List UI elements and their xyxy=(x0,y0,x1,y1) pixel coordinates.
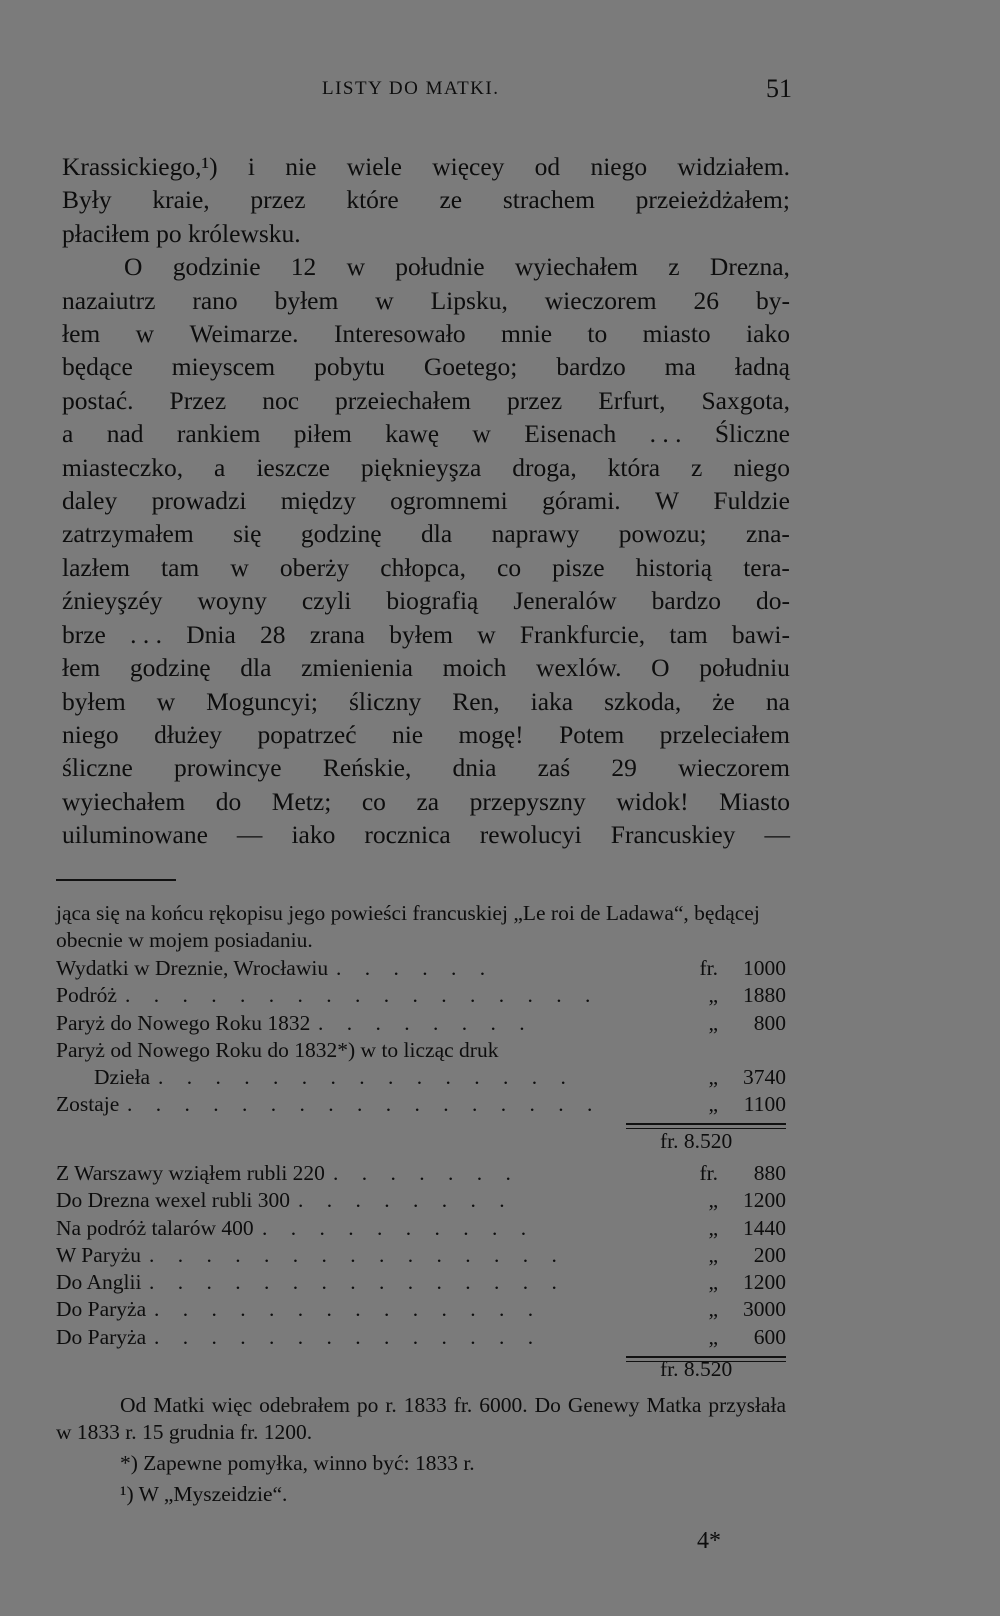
ledger-amount: 1440 xyxy=(743,1215,786,1240)
text-line xyxy=(62,685,790,718)
text-word: Moguncyi; xyxy=(206,686,319,716)
expenses-ledger xyxy=(56,956,786,1120)
text-line xyxy=(62,785,790,818)
ledger-row xyxy=(56,1243,786,1270)
text-word: niego xyxy=(590,152,648,181)
text-word: w xyxy=(472,419,491,449)
total-income: fr. 8.520 xyxy=(660,1357,733,1381)
ledger-leader-dots: . . . . . . . . . . . . . . . xyxy=(149,1270,566,1295)
ledger-leader-dots: . . . . . . . . . . . . . . . xyxy=(158,1065,575,1090)
text-word: przez xyxy=(506,385,563,415)
text-word: Miasto xyxy=(719,786,790,816)
ledger-row xyxy=(56,1065,786,1092)
text-word: z xyxy=(668,252,680,282)
text-word: rano xyxy=(192,285,238,315)
text-word: Saxgota, xyxy=(701,385,790,415)
ledger-amount: 1200 xyxy=(743,1188,786,1213)
text-word: nie xyxy=(285,152,317,181)
text-line xyxy=(62,517,790,550)
text-word: która xyxy=(607,452,661,482)
ledger-amount: 3000 xyxy=(743,1297,786,1322)
text-word: tam xyxy=(669,619,708,649)
text-word: widok! xyxy=(616,786,689,816)
text-word: do xyxy=(215,786,242,816)
text-word: pięknieyşza xyxy=(360,452,482,482)
text-word: dla xyxy=(421,519,453,549)
text-word: powozu; xyxy=(618,519,707,549)
text-line xyxy=(62,751,790,784)
text-word: byłem xyxy=(389,619,453,649)
ledger-label: Paryż od Nowego Roku do 1832*) w to licząc druk xyxy=(56,1037,499,1062)
ledger-currency: „ xyxy=(708,1092,718,1117)
note-asterisk: *) Zapewne pomyłka, winno być: 1833 r. xyxy=(120,1451,475,1475)
total-expenses: fr. 8.520 xyxy=(660,1129,733,1153)
ledger-amount: 800 xyxy=(753,1010,786,1035)
text-word: łem xyxy=(62,319,101,349)
text-word: biografią xyxy=(386,586,479,616)
text-word: prowincye xyxy=(174,753,282,783)
footnote-continuation: jąca się na końcu rękopisu jego powieści francuskiej „Le roi de Ladawa“, będącej obecnie w mojem posiadaniu. xyxy=(56,901,760,952)
text-word: droga, xyxy=(512,452,577,482)
text-word: ieszcze xyxy=(256,452,330,482)
ledger-amount: 1200 xyxy=(743,1270,786,1295)
text-word: — xyxy=(764,820,790,850)
ledger-label: Podróż xyxy=(56,983,117,1008)
text-word: bawi- xyxy=(731,619,790,649)
text-word: Metz; xyxy=(271,786,332,816)
ledger-row xyxy=(56,1011,786,1038)
text-word: południe xyxy=(395,252,485,282)
text-word: pisze xyxy=(552,552,605,582)
running-title: LISTY DO MATKI. xyxy=(322,78,500,99)
text-word: wieczorem xyxy=(678,753,790,783)
text-word: do- xyxy=(755,586,790,616)
text-word: to xyxy=(587,319,608,349)
ledger-currency: „ xyxy=(708,1297,718,1322)
text-word: w xyxy=(230,552,249,582)
ledger-label: Do Drezna wexel rubli 300 xyxy=(56,1188,291,1213)
ledger-leader-dots: . . . . . . . . . . . . . . xyxy=(154,1324,543,1349)
text-word: ze xyxy=(439,185,463,215)
text-word: by- xyxy=(755,285,790,315)
income-ledger xyxy=(56,1161,786,1352)
text-word: daley xyxy=(62,486,118,516)
text-line xyxy=(62,384,790,417)
text-word: zrana xyxy=(309,619,365,649)
text-word: wieczorem xyxy=(544,285,657,315)
text-word: Frankfurcie, xyxy=(519,619,646,649)
text-word: kraie, xyxy=(152,185,210,215)
text-word: iako xyxy=(291,820,336,850)
footnote-rule xyxy=(56,879,176,881)
ledger-currency: „ xyxy=(708,1188,718,1213)
text-word: które xyxy=(346,185,399,215)
text-word: oberży xyxy=(279,552,350,582)
text-word: mogę! xyxy=(458,719,524,749)
text-word: co xyxy=(497,552,522,582)
text-line xyxy=(62,250,790,283)
text-word: strachem xyxy=(502,185,595,215)
text-line xyxy=(62,417,790,450)
text-word: bardzo xyxy=(556,352,626,382)
text-word: naprawy xyxy=(491,519,580,549)
text-word: płaciłem po królewsku. xyxy=(62,218,301,248)
text-word: tam xyxy=(161,552,200,582)
ledger-leader-dots: . . . . . . . . . . . . . . . xyxy=(149,1242,566,1267)
text-word: rankiem xyxy=(176,419,261,449)
text-line xyxy=(62,651,790,684)
text-word: się xyxy=(233,519,262,549)
text-word: popatrzeć xyxy=(257,719,357,749)
text-word: Były xyxy=(62,185,112,215)
text-word: mieyscem xyxy=(171,352,276,382)
text-word: że xyxy=(712,686,735,716)
text-word: górami. xyxy=(542,486,621,516)
text-word: przeiechałem xyxy=(335,385,471,415)
text-word: O xyxy=(651,653,670,683)
text-word: byłem xyxy=(274,285,339,315)
ledger-label: W Paryżu xyxy=(56,1242,141,1267)
text-word: godzinie xyxy=(172,252,261,282)
text-word: lazłem xyxy=(62,552,130,582)
text-word: Erfurt, xyxy=(598,385,666,415)
ledger-label: Paryż do Nowego Roku 1832 xyxy=(56,1010,311,1035)
text-word: kawę xyxy=(385,419,440,449)
text-word: nad xyxy=(106,419,144,449)
text-word: iaka xyxy=(530,686,574,716)
ledger-amount: 1000 xyxy=(743,956,786,980)
text-word: zatrzymałem xyxy=(62,519,194,549)
ledger-currency: fr. xyxy=(699,956,718,980)
ledger-currency: „ xyxy=(708,1215,718,1240)
text-word: Eisenach xyxy=(524,419,617,449)
text-line xyxy=(62,484,790,517)
text-word: od xyxy=(534,152,561,181)
text-line xyxy=(62,317,790,350)
text-word: rewolucyi xyxy=(479,820,582,850)
ledger-currency: „ xyxy=(708,1010,718,1035)
text-word: piłem xyxy=(293,419,352,449)
text-word: Jeneralów xyxy=(513,586,617,616)
text-word: widziałem. xyxy=(677,152,790,181)
text-word: woyny xyxy=(197,586,267,616)
ledger-label: Do Paryża xyxy=(56,1324,147,1349)
ledger-leader-dots: . . . . . . . xyxy=(333,1161,520,1185)
ledger-amount: 600 xyxy=(753,1324,786,1349)
text-line xyxy=(62,183,790,216)
text-word: nazaiutrz xyxy=(62,285,156,315)
text-line xyxy=(62,584,790,617)
ledger-amount: 1100 xyxy=(743,1092,786,1117)
text-word: w xyxy=(477,619,496,649)
text-line xyxy=(62,818,790,851)
ledger-leader-dots: . . . . . . . . xyxy=(318,1010,534,1035)
ledger-leader-dots: . . . . . . . . . . . . . . . . . xyxy=(127,1092,602,1117)
text-word: moich xyxy=(442,653,507,683)
text-word: Goetego; xyxy=(423,352,518,382)
ledger-row xyxy=(56,1270,786,1297)
text-word: postać. xyxy=(62,385,134,415)
text-word: pobytu xyxy=(314,352,385,382)
ledger-leader-dots: . . . . . . . . xyxy=(298,1188,514,1213)
text-word: 12 xyxy=(290,252,317,282)
ledger-leader-dots: . . . . . . . . . . . . . . . . . xyxy=(125,983,600,1008)
ledger-row xyxy=(56,1297,786,1324)
text-word: wyiechałem xyxy=(62,786,186,816)
text-word: O xyxy=(124,252,143,282)
text-word: 28 xyxy=(260,619,286,649)
text-line xyxy=(62,718,790,751)
text-word: noc xyxy=(262,385,300,415)
text-word: rocznica xyxy=(364,820,451,850)
text-word: w xyxy=(135,319,155,349)
ledger-label: Dzieła xyxy=(94,1065,151,1090)
text-word: byłem xyxy=(62,686,126,716)
text-word: Krassickiego,¹) xyxy=(62,152,218,181)
page-header xyxy=(0,74,1000,118)
text-word: nie xyxy=(391,719,424,749)
text-word: w xyxy=(156,686,176,716)
text-word: brze xyxy=(62,619,106,649)
ledger-label: Do Paryża xyxy=(56,1297,147,1322)
text-word: godzinę xyxy=(129,653,211,683)
text-word: Potem xyxy=(559,719,625,749)
text-word: między xyxy=(280,486,356,516)
ledger-currency: „ xyxy=(708,1324,718,1349)
text-word: iako xyxy=(746,319,790,349)
text-word: południu xyxy=(699,653,790,683)
text-word: Drezna, xyxy=(709,252,790,282)
text-word: dłużey xyxy=(154,719,223,749)
ledger-label: Do Anglii xyxy=(56,1270,142,1295)
text-word: godzinę xyxy=(300,519,382,549)
ledger-row xyxy=(56,1092,786,1119)
text-word: z xyxy=(691,452,703,482)
text-word: zaś xyxy=(537,753,571,783)
text-line xyxy=(62,284,790,317)
text-word: źnieyşzéy xyxy=(62,586,163,616)
ledger-label: Na podróż talarów 400 xyxy=(56,1215,254,1240)
text-word: Dnia xyxy=(186,619,236,649)
text-word: . . . xyxy=(130,619,162,649)
text-word: — xyxy=(236,820,263,850)
ledger-label: Zostaje xyxy=(56,1092,120,1117)
ledger-amount: 1880 xyxy=(743,983,786,1008)
text-word: . . . xyxy=(649,419,682,449)
text-word: wiele xyxy=(346,152,402,181)
text-word: więcey xyxy=(432,152,505,181)
ledger-amount: 880 xyxy=(753,1161,786,1185)
text-word: zna- xyxy=(746,519,790,549)
text-word: Fuldzie xyxy=(713,486,790,516)
ledger-row xyxy=(56,1216,786,1243)
text-word: na xyxy=(765,686,790,716)
text-word: miasto xyxy=(642,319,711,349)
text-word: ma xyxy=(664,352,696,382)
text-word: zmienienia xyxy=(301,653,413,683)
signature-mark: 4* xyxy=(697,1528,721,1554)
ledger-row xyxy=(56,1038,786,1065)
text-word: mnie xyxy=(501,319,553,349)
ledger-currency: „ xyxy=(708,1270,718,1295)
ledger-currency: „ xyxy=(708,983,718,1008)
text-word: Śliczne xyxy=(714,419,790,449)
page-number: 51 xyxy=(766,74,792,103)
text-word: dla xyxy=(240,653,272,683)
text-word: przez xyxy=(250,185,306,215)
ledger-leader-dots: . . . . . . . . . . xyxy=(262,1215,536,1240)
text-word: Lipsku, xyxy=(430,285,508,315)
text-word: przeleciałem xyxy=(659,719,790,749)
text-word: wyiechałem xyxy=(514,252,639,282)
text-word: niego xyxy=(62,719,119,749)
text-word: łem xyxy=(62,653,101,683)
text-word: wexlów. xyxy=(536,653,622,683)
ledger-amount: 200 xyxy=(753,1242,786,1267)
text-word: za xyxy=(416,786,440,816)
text-word: miasteczko, xyxy=(62,452,184,482)
text-line xyxy=(62,217,790,250)
text-word: niego xyxy=(733,452,790,482)
text-word: w xyxy=(375,285,394,315)
ledger-row xyxy=(56,983,786,1010)
text-line xyxy=(62,618,790,651)
text-word: uiluminowane xyxy=(62,820,208,850)
ledger-currency: „ xyxy=(708,1242,718,1267)
text-line xyxy=(62,350,790,383)
text-line xyxy=(62,150,790,183)
text-line xyxy=(62,551,790,584)
ledger-leader-dots: . . . . . . xyxy=(336,956,495,980)
text-word: i xyxy=(247,152,255,181)
text-line xyxy=(62,451,790,484)
text-word: ogromnemi xyxy=(390,486,508,516)
text-word: co xyxy=(361,786,386,816)
text-word: Przez xyxy=(169,385,227,415)
main-text xyxy=(62,150,790,852)
text-word: Interesowało xyxy=(333,319,466,349)
note-superscript: ¹) W „Myszeidzie“. xyxy=(120,1482,288,1506)
text-word: szkoda, xyxy=(604,686,682,716)
note-main: Od Matki więc odebrałem po r. 1833 fr. 6000. Do Genewy Matka przysłała w 1833 r. 15 grudnia fr. 1200. xyxy=(56,1393,786,1444)
ledger-label: Wydatki w Dreznie, Wrocławiu xyxy=(56,956,329,980)
text-word: tera- xyxy=(743,552,790,582)
text-word: będące xyxy=(62,352,133,382)
ledger-leader-dots: . . . . . . . . . . . . . . xyxy=(154,1297,543,1322)
ledger-row xyxy=(56,1325,786,1352)
text-word: dnia xyxy=(452,753,497,783)
text-word: historią xyxy=(635,552,713,582)
notes xyxy=(56,1392,786,1508)
text-word: W xyxy=(655,486,680,516)
text-word: chłopca, xyxy=(380,552,466,582)
ledger-label: Z Warszawy wziąłem rubli 220 xyxy=(56,1161,325,1185)
text-word: czyli xyxy=(301,586,352,616)
text-word: Ren, xyxy=(452,686,500,716)
text-word: 26 xyxy=(693,285,720,315)
text-word: śliczny xyxy=(349,686,422,716)
text-word: a xyxy=(62,419,74,449)
ledger-row xyxy=(56,956,786,983)
text-word: przepyszny xyxy=(469,786,586,816)
ledger-currency: „ xyxy=(708,1065,718,1090)
text-word: śliczne xyxy=(62,753,133,783)
text-word: 29 xyxy=(611,753,637,783)
ledger-row xyxy=(56,1188,786,1215)
ledger-currency: fr. xyxy=(699,1161,718,1185)
text-word: przeieżdżałem; xyxy=(635,185,790,215)
text-word: Francuskiey xyxy=(610,820,736,850)
text-word: Reńskie, xyxy=(322,753,412,783)
ledger-row xyxy=(56,1161,786,1188)
text-word: Weimarze. xyxy=(189,319,299,349)
text-word: a xyxy=(214,452,226,482)
text-word: ładną xyxy=(734,352,790,382)
text-word: bardzo xyxy=(651,586,722,616)
ledger-amount: 3740 xyxy=(743,1065,786,1090)
text-word: prowadzi xyxy=(151,486,247,516)
text-word: w xyxy=(346,252,365,282)
